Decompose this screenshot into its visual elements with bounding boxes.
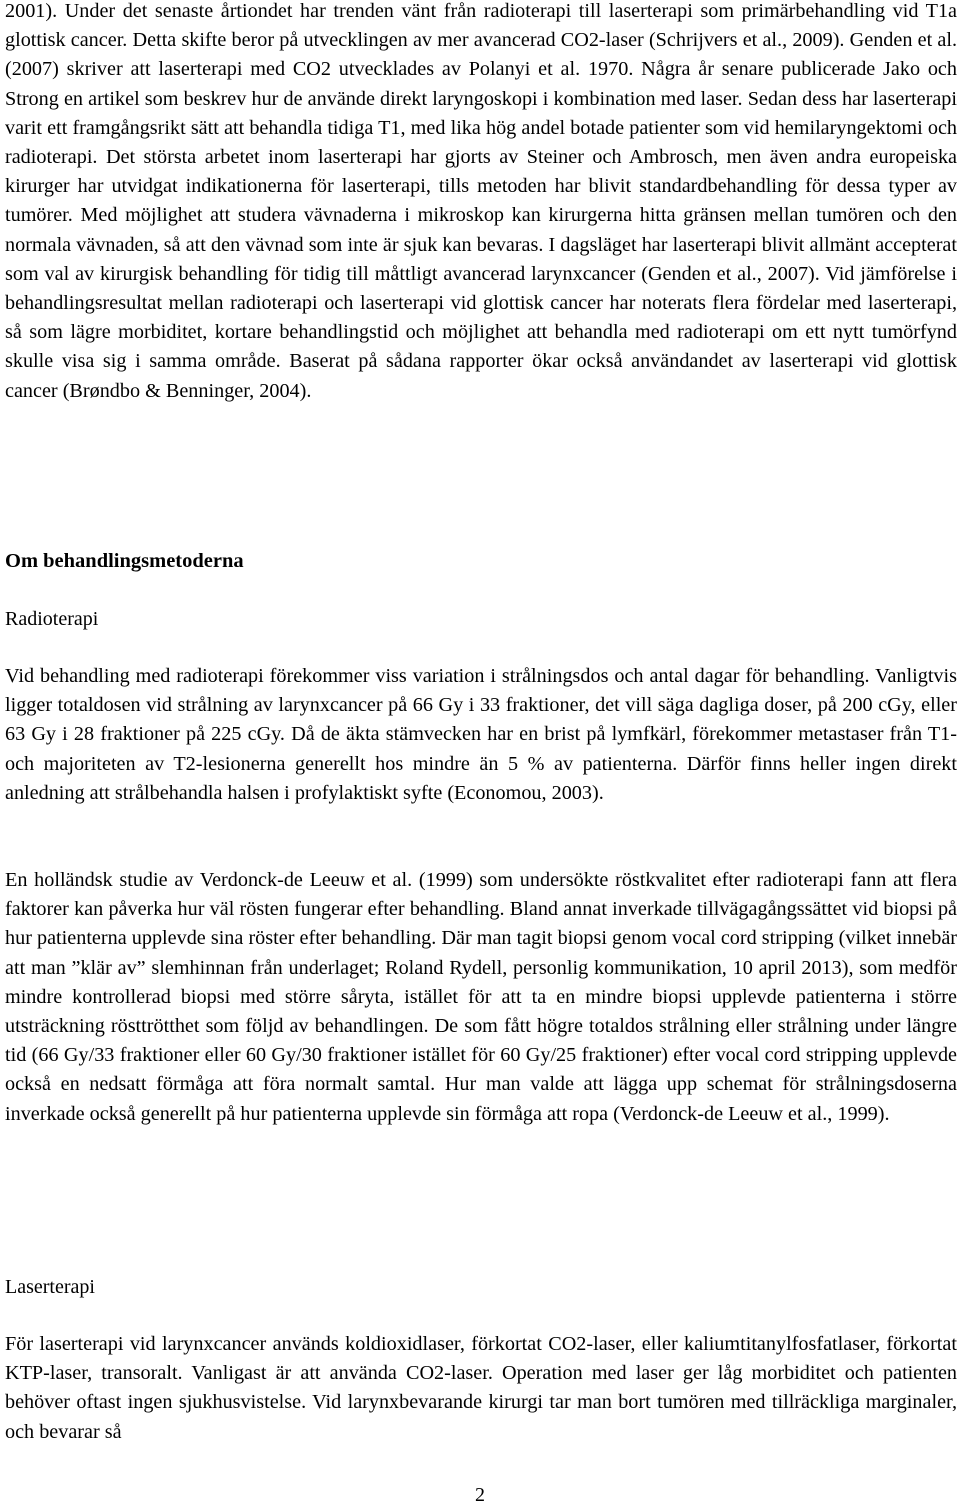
subheading-radioterapi: Radioterapi [5, 608, 99, 630]
paragraph-radioterapi-1: Vid behandling med radioterapi förekommer viss variation i strålningsdos och antal dagar för behandling. Vanligtvis ligger totaldosen vid strålning av larynxcancer på 66 Gy i 33 fraktioner, det vill säga dagliga doser, på 200 cGy, eller 63 Gy i 28 fraktioner på 225 cGy. Då de äkta stämvecken har en brist på lymfkärl, förekommer metastaser från T1- och majoriteten av T2-lesionerna generellt hos mindre än 5 % av patienterna. Därför finns heller ingen direkt anledning att strålbehandla halsen i profylaktiskt syfte (Economou, 2003). [5, 665, 957, 804]
subheading-laserterapi: Laserterapi [5, 1276, 95, 1298]
paragraph-laserterapi-1: För laserterapi vid larynxcancer används koldioxidlaser, förkortat CO2-laser, eller kaliumtitanylfosfatlaser, förkortat KTP-laser, transoralt. Vanligast är att använda CO2-laser. Operation med laser ger låg morbiditet och patienten behöver oftast ingen sjukhusvistelse. Vid larynxbevarande kirurgi tar man bort tumören med tillräckliga marginaler, och bevarar så [5, 1333, 957, 1443]
page-number: 2 [475, 1484, 485, 1506]
paragraph-radioterapi-2: En holländsk studie av Verdonck-de Leeuw et al. (1999) som undersökte röstkvalitet efter radioterapi fann att flera faktorer kan påverka hur väl rösten fungerar efter behandling. Bland annat inverkade tillvägagångssättet vid biopsi på hur patienterna upplevde sina röster efter behandling. Där man tagit biopsi genom vocal cord stripping (vilket innebär att man ”klär av” slemhinnan från underlaget; Roland Rydell, personlig kommunikation, 10 april 2013), som medför mindre kontrollerad biopsi med större sårytа, istället för att ta en mindre biopsi upplevde patienterna i större utsträckning rösttrötthet som följd av behandlingen. De som fått högre totaldos strålning eller strålning under längre tid (66 Gy/33 fraktioner eller 60 Gy/30 fraktioner istället för 60 Gy/25 fraktioner) efter vocal cord stripping upplevde också en nedsatt förmåga att föra normalt samtal. Hur man valde att lägga upp schemat för strålningsdoserna inverkade också generellt på hur patienterna upplevde sin förmåga att ropa (Verdonck-de Leeuw et al., 1999). [5, 869, 957, 1125]
paragraph-intro-continued: 2001). Under det senaste årtiondet har trenden vänt från radioterapi till laserterapi som primärbehandling vid T1a glottisk cancer. Detta skifte beror på utvecklingen av mer avancerad CO2-laser (Schrijvers et al., 2009). Genden et al. (2007) skriver att laserterapi med CO2 utvecklades av Polanyi et al. 1970. Några år senare publicerade Jako och Strong en artikel som beskrev hur de använde direkt laryngoskopi i kombination med laser. Sedan dess har laserterapi varit ett framgångsrikt sätt att behandla tidiga T1, med lika hög andel botade patienter som vid hemilaryngektomi och radioterapi. Det största arbetet inom laserterapi har gjorts av Steiner och Ambrosch, men även andra europeiska kirurger har utvidgat indikationerna för laserterapi, tills metoden har blivit standardbehandling för dessa typer av tumörer. Med möjlighet att studera vävnaderna i mikroskop kan kirurgerna hitta gränsen mellan tumören och den normala vävnaden, så att den vävnad som inte är sjuk kan bevaras. I dagsläget har laserterapi blivit allmänt accepterat som val av kirurgisk behandling för tidig till måttligt avancerad larynxcancer (Genden et al., 2007). Vid jämförelse i behandlingsresultat mellan radioterapi och laserterapi vid glottisk cancer har noterats flera fördelar med laserterapi, så som lägre morbiditet, kortare behandlingstid och möjlighet att behandla med radioterapi om ett nytt tumörfynd skulle visa sig i samma område. Baserat på sådana rapporter ökar också användandet av laserterapi vid glottisk cancer (Brøndbo & Benninger, 2004). [5, 0, 957, 402]
section-heading: Om behandlingsmetoderna [5, 550, 244, 572]
